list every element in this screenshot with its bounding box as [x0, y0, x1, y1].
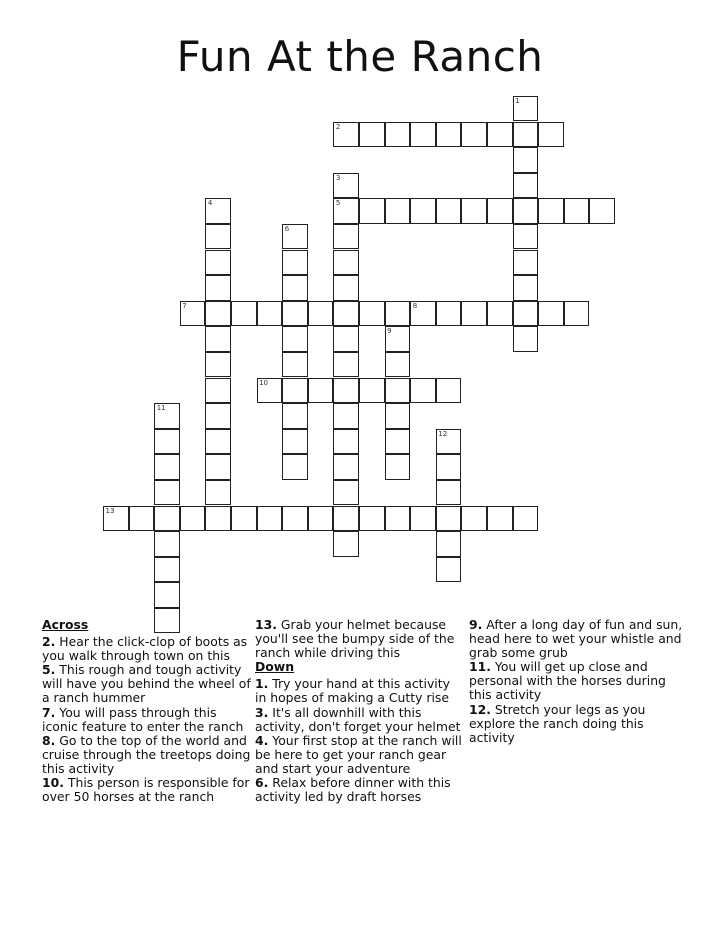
grid-cell[interactable]	[333, 122, 359, 148]
clue-text: Hear the click-clop of boots as you walk through town on this	[42, 634, 248, 664]
clue-down-11	[469, 660, 684, 702]
grid-cell[interactable]	[205, 198, 231, 224]
grid-cell[interactable]	[487, 301, 513, 327]
clue-text: Grab your helmet because you'll see the bumpy side of the ranch while driving this	[255, 617, 455, 661]
grid-cell[interactable]	[205, 250, 231, 276]
grid-cell[interactable]	[385, 198, 411, 224]
clue-number: 6.	[255, 775, 269, 791]
clue-text: Try your hand at this activity in hopes of making a Cutty rise	[255, 676, 450, 706]
clue-number: 13.	[255, 617, 277, 632]
grid-cell[interactable]	[359, 122, 385, 148]
grid-cell[interactable]	[205, 352, 231, 378]
clue-text: After a long day of fun and sun, head here to wet your whistle and grab some grub	[469, 617, 683, 661]
cell-number: 9	[387, 327, 392, 336]
grid-cell[interactable]	[385, 301, 411, 327]
grid-cell[interactable]	[436, 480, 462, 506]
grid-cell[interactable]	[513, 198, 539, 224]
grid-cell[interactable]	[513, 326, 539, 352]
grid-cell[interactable]	[436, 557, 462, 583]
grid-cell[interactable]	[282, 403, 308, 429]
clue-down-3	[255, 706, 465, 734]
grid-cell[interactable]	[282, 301, 308, 327]
cell-number: 8	[412, 301, 418, 310]
grid-cell[interactable]	[333, 429, 359, 455]
clue-number: 4.	[255, 732, 269, 748]
clue-number: 10.	[42, 775, 64, 791]
grid-cell[interactable]	[436, 506, 462, 532]
puzzle-title: Fun At the Ranch	[176, 32, 544, 81]
grid-cell[interactable]	[333, 403, 359, 429]
cell-number: 5	[335, 199, 341, 208]
grid-cell[interactable]	[257, 301, 283, 327]
grid-cell[interactable]	[461, 506, 487, 532]
clue-number: 9.	[469, 617, 483, 632]
grid-cell[interactable]	[205, 275, 231, 301]
clue-across-10	[42, 776, 254, 804]
grid-cell[interactable]	[513, 147, 539, 173]
grid-cell[interactable]	[154, 454, 180, 480]
grid-cell[interactable]	[410, 378, 436, 404]
grid-cell[interactable]	[513, 173, 539, 199]
grid-cell[interactable]	[385, 326, 411, 352]
grid-cell[interactable]	[436, 531, 462, 557]
grid-cell[interactable]	[333, 224, 359, 250]
cell-number: 11	[156, 404, 166, 413]
clue-text: You will pass through this iconic feature to enter the ranch	[42, 704, 244, 734]
grid-cell[interactable]	[538, 198, 564, 224]
grid-cell[interactable]	[513, 250, 539, 276]
grid-cell[interactable]	[410, 122, 436, 148]
grid-cell[interactable]	[385, 506, 411, 532]
grid-cell[interactable]	[385, 429, 411, 455]
grid-cell[interactable]	[436, 429, 462, 455]
cell-number: 1	[515, 96, 520, 105]
grid-cell[interactable]	[257, 506, 283, 532]
cell-number: 2	[335, 122, 341, 131]
grid-cell[interactable]	[154, 480, 180, 506]
grid-cell[interactable]	[359, 378, 385, 404]
grid-cell[interactable]	[436, 454, 462, 480]
grid-cell[interactable]	[333, 506, 359, 532]
grid-cell[interactable]	[205, 403, 231, 429]
clue-text: Your first stop at the ranch will be here to get your ranch gear and start your adventure	[255, 732, 462, 776]
cell-number: 3	[335, 173, 341, 182]
grid-cell[interactable]	[205, 454, 231, 480]
grid-cell[interactable]	[205, 301, 231, 327]
grid-cell[interactable]	[180, 506, 206, 532]
grid-cell[interactable]	[385, 352, 411, 378]
grid-cell[interactable]	[359, 506, 385, 532]
grid-cell[interactable]	[282, 224, 308, 250]
grid-cell[interactable]	[333, 480, 359, 506]
grid-cell[interactable]	[513, 224, 539, 250]
grid-cell[interactable]	[154, 506, 180, 532]
grid-cell[interactable]	[257, 378, 283, 404]
grid-cell[interactable]	[282, 506, 308, 532]
grid-cell[interactable]	[538, 301, 564, 327]
grid-cell[interactable]	[205, 326, 231, 352]
grid-cell[interactable]	[282, 378, 308, 404]
clue-down-12	[469, 703, 684, 745]
grid-cell[interactable]	[154, 429, 180, 455]
grid-cell[interactable]	[333, 531, 359, 557]
grid-cell[interactable]	[589, 198, 615, 224]
clue-number: 7.	[42, 704, 56, 720]
grid-cell[interactable]	[487, 122, 513, 148]
grid-cell[interactable]	[461, 301, 487, 327]
clue-text: Stretch your legs as you explore the ranch doing this activity	[469, 701, 646, 745]
grid-cell[interactable]	[436, 122, 462, 148]
across-heading: Across	[42, 617, 89, 632]
grid-cell[interactable]	[282, 429, 308, 455]
clue-number: 2.	[42, 634, 56, 650]
clues-column-2	[255, 618, 465, 804]
grid-cell[interactable]	[308, 506, 334, 532]
clue-across-7	[42, 706, 254, 734]
cell-number: 12	[438, 429, 448, 438]
grid-cell[interactable]	[513, 275, 539, 301]
clue-number: 1.	[255, 676, 269, 692]
clue-across-2	[42, 635, 254, 663]
grid-cell[interactable]	[410, 301, 436, 327]
grid-cell[interactable]	[282, 250, 308, 276]
clue-across-13	[255, 618, 465, 660]
grid-cell[interactable]	[385, 378, 411, 404]
grid-cell[interactable]	[385, 403, 411, 429]
cell-number: 4	[207, 199, 213, 208]
clue-across-8	[42, 734, 254, 776]
clue-number: 12.	[469, 701, 491, 717]
grid-cell[interactable]	[282, 454, 308, 480]
grid-cell[interactable]	[205, 378, 231, 404]
clue-text: Go to the top of the world and cruise through the treetops doing this activity	[42, 732, 251, 776]
grid-cell[interactable]	[154, 531, 180, 557]
grid-cell[interactable]	[205, 506, 231, 532]
grid-cell[interactable]	[205, 480, 231, 506]
grid-cell[interactable]	[231, 506, 257, 532]
grid-cell[interactable]	[333, 454, 359, 480]
clue-number: 8.	[42, 732, 56, 748]
clue-number: 3.	[255, 704, 269, 720]
grid-cell[interactable]	[436, 378, 462, 404]
cell-number: 7	[182, 301, 187, 310]
grid-cell[interactable]	[513, 96, 539, 122]
clue-number: 11.	[469, 659, 491, 675]
clues-column-3	[469, 618, 684, 745]
grid-cell[interactable]	[333, 352, 359, 378]
grid-cell[interactable]	[436, 301, 462, 327]
grid-cell[interactable]	[103, 506, 129, 532]
grid-cell[interactable]	[333, 198, 359, 224]
grid-cell[interactable]	[231, 301, 257, 327]
clue-down-1	[255, 677, 465, 705]
grid-cell[interactable]	[333, 173, 359, 199]
grid-cell[interactable]	[410, 506, 436, 532]
clue-down-4	[255, 734, 465, 776]
cell-number: 10	[259, 378, 269, 387]
grid-cell[interactable]	[308, 301, 334, 327]
grid-cell[interactable]	[513, 301, 539, 327]
down-heading: Down	[255, 659, 295, 675]
clue-across-5	[42, 663, 254, 705]
grid-cell[interactable]	[538, 122, 564, 148]
grid-cell[interactable]	[282, 352, 308, 378]
grid-cell[interactable]	[436, 198, 462, 224]
grid-cell[interactable]	[205, 224, 231, 250]
clue-text: You will get up close and personal with the horses during this activity	[469, 659, 666, 703]
grid-cell[interactable]	[129, 506, 155, 532]
cell-number: 13	[105, 506, 115, 515]
clue-text: It's all downhill with this activity, don't forget your helmet	[255, 704, 461, 734]
grid-cell[interactable]	[154, 582, 180, 608]
clue-number: 5.	[42, 662, 56, 678]
grid-cell[interactable]	[410, 198, 436, 224]
grid-cell[interactable]	[308, 378, 334, 404]
clue-down-6	[255, 776, 465, 804]
grid-cell[interactable]	[513, 122, 539, 148]
grid-cell[interactable]	[487, 506, 513, 532]
grid-cell[interactable]	[154, 557, 180, 583]
grid-cell[interactable]	[333, 326, 359, 352]
grid-cell[interactable]	[564, 198, 590, 224]
grid-cell[interactable]	[282, 326, 308, 352]
grid-cell[interactable]	[333, 250, 359, 276]
grid-cell[interactable]	[385, 122, 411, 148]
grid-cell[interactable]	[282, 275, 308, 301]
clues-column-1	[42, 618, 254, 804]
grid-cell[interactable]	[513, 506, 539, 532]
grid-cell[interactable]	[461, 198, 487, 224]
grid-cell[interactable]	[180, 301, 206, 327]
grid-cell[interactable]	[333, 275, 359, 301]
grid-cell[interactable]	[154, 403, 180, 429]
grid-cell[interactable]	[359, 198, 385, 224]
clue-text: This person is responsible for over 50 horses at the ranch	[42, 775, 250, 805]
clue-text: This rough and tough activity will have you behind the wheel of a ranch hummer	[42, 662, 251, 706]
grid-cell[interactable]	[461, 122, 487, 148]
grid-cell[interactable]	[487, 198, 513, 224]
grid-cell[interactable]	[333, 378, 359, 404]
grid-cell[interactable]	[564, 301, 590, 327]
clue-text: Relax before dinner with this activity led by draft horses	[255, 775, 451, 805]
clue-down-9	[469, 618, 684, 660]
grid-cell[interactable]	[205, 429, 231, 455]
grid-cell[interactable]	[359, 301, 385, 327]
cell-number: 6	[284, 224, 290, 233]
grid-cell[interactable]	[333, 301, 359, 327]
grid-cell[interactable]	[385, 454, 411, 480]
